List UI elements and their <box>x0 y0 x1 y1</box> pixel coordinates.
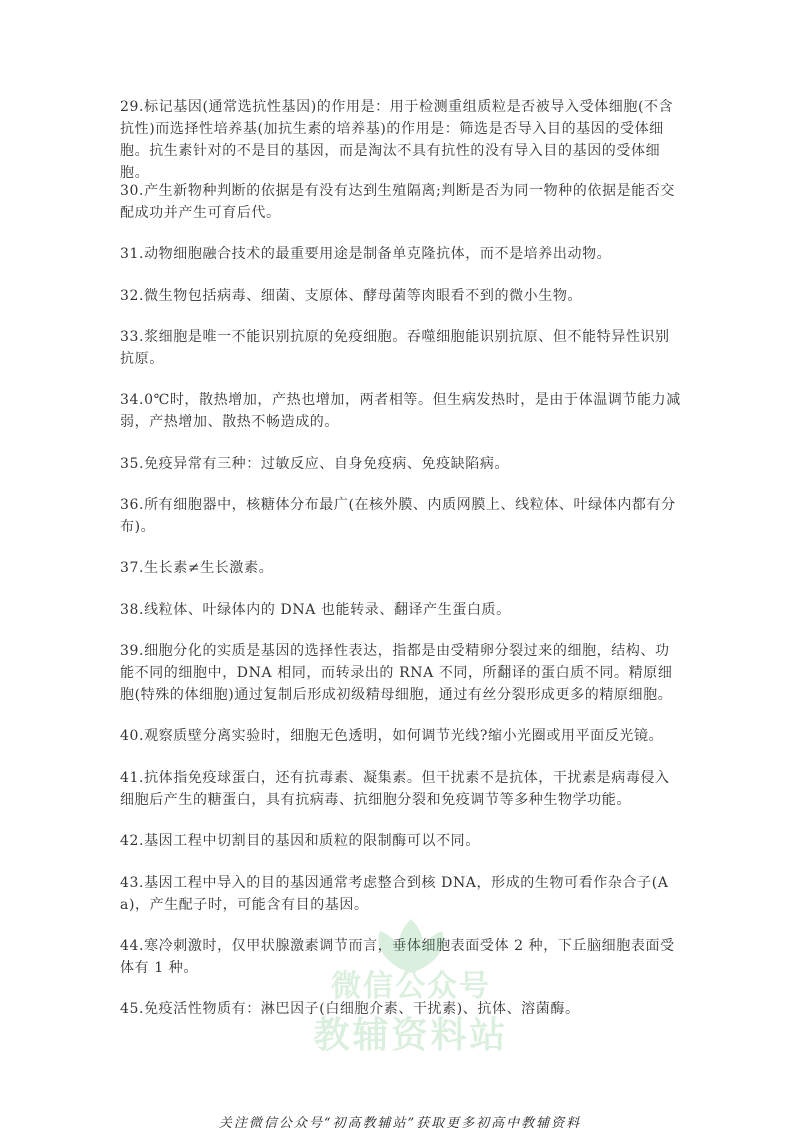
paragraph-31: 31.动物细胞融合技术的最重要用途是制备单克隆抗体，而不是培养出动物。 <box>120 246 612 262</box>
paragraph-37: 37.生长素≠生长激素。 <box>120 560 274 576</box>
paragraph-35: 35.免疫异常有三种：过敏反应、自身免疫病、免疫缺陷病。 <box>120 456 510 472</box>
paragraph-41: 41.抗体指免疫球蛋白，还有抗毒素、凝集素。但干扰素不是抗体，干扰素是病毒侵入细胞后产生的糖蛋白，具有抗病毒、抗细胞分裂和免疫调节等多种生物学功能。 <box>120 770 670 808</box>
paragraph-32: 32.微生物包括病毒、细菌、支原体、酵母菌等肉眼看不到的微小生物。 <box>120 288 583 304</box>
paragraph-34: 34.0℃时，散热增加，产热也增加，两者相等。但生病发热时，是由于体温调节能力减弱，产热增加、散热不畅造成的。 <box>120 392 681 430</box>
paragraph-44: 44.寒冷刺激时，仅甲状腺激素调节而言，垂体细胞表面受体 2 种，下丘脑细胞表面受体有 1 种。 <box>120 938 675 976</box>
paragraph-39: 39.细胞分化的实质是基因的选择性表达，指都是由受精卵分裂过来的细胞，结构、功能不同的细胞中，DNA 相同，而转录出的 RNA 不同，所翻译的蛋白质不同。精原细胞(特殊的体细胞)通过复制后形成初级精母细胞，通过有丝分裂形成更多的精原细胞。 <box>120 643 673 703</box>
paragraph-36: 36.所有细胞器中，核糖体分布最广(在核外膜、内质网膜上、线粒体、叶绿体内都有分布)。 <box>120 497 676 535</box>
watermark-line-2: 教辅资料站 <box>313 1015 509 1056</box>
paragraph-42: 42.基因工程中切割目的基因和质粒的限制酶可以不同。 <box>120 833 480 849</box>
paragraph-40: 40.观察质壁分离实验时，细胞无色透明，如何调节光线?缩小光圈或用平面反光镜。 <box>120 728 664 744</box>
page-footer: 关注微信公众号“初高教辅站”获取更多初高中教辅资料 <box>218 1116 582 1131</box>
paragraph-33: 33.浆细胞是唯一不能识别抗原的免疫细胞。吞噬细胞能识别抗原、但不能特异性识别抗原。 <box>120 329 670 367</box>
paragraph-45: 45.免疫活性物质有：淋巴因子(白细胞介素、干扰素)、抗体、溶菌酶。 <box>120 1001 580 1017</box>
paragraph-38: 38.线粒体、叶绿体内的 DNA 也能转录、翻译产生蛋白质。 <box>120 602 511 618</box>
paragraph-29: 29.标记基因(通常选抗性基因)的作用是：用于检测重组质粒是否被导入受体细胞(不含抗性)而选择性培养基(加抗生素的培养基)的作用是：筛选是否导入目的基因的受体细胞。抗生素针对的不是目的基因，而是淘汰不具有抗性的没有导入目的基因的受体细胞。 <box>120 99 674 181</box>
paragraph-30: 30.产生新物种判断的依据是有没有达到生殖隔离;判断是否为同一物种的依据是能否交配成功并产生可育后代。 <box>120 183 675 221</box>
paragraph-43: 43.基因工程中导入的目的基因通常考虑整合到核 DNA，形成的生物可看作杂合子(Aa)，产生配子时，可能含有目的基因。 <box>120 875 669 913</box>
watermark-line-1: 微信公众号 <box>331 969 491 1004</box>
